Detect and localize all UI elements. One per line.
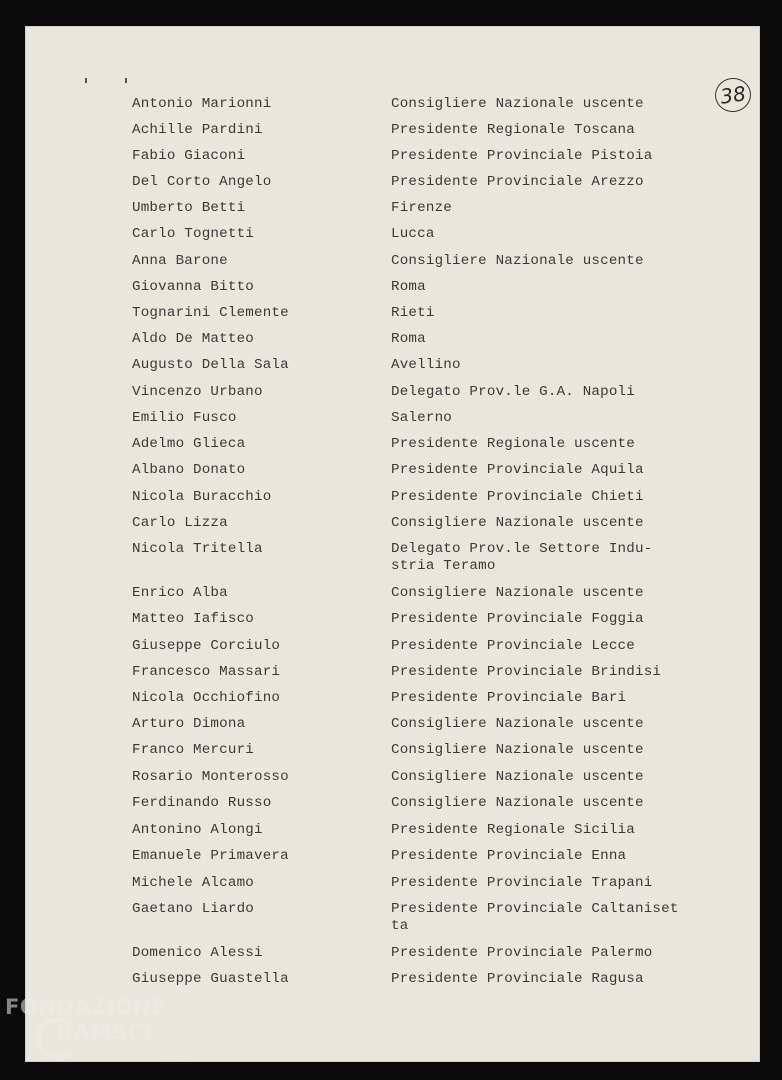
member-role: Presidente Regionale Sicilia — [391, 822, 635, 838]
member-role: Presidente Provinciale Caltaniset ta — [391, 901, 679, 934]
member-role: Presidente Provinciale Pistoia — [391, 148, 653, 164]
member-name: Carlo Lizza — [132, 515, 228, 531]
member-role: Presidente Provinciale Lecce — [391, 638, 635, 654]
member-role: Presidente Provinciale Arezzo — [391, 174, 644, 190]
member-role: Consigliere Nazionale uscente — [391, 716, 644, 732]
member-role: Presidente Provinciale Aquila — [391, 462, 644, 478]
member-role: Presidente Regionale uscente — [391, 436, 635, 452]
member-name: Adelmo Glieca — [132, 436, 246, 452]
member-role: Presidente Provinciale Ragusa — [391, 971, 644, 987]
member-role: Consigliere Nazionale uscente — [391, 769, 644, 785]
watermark-line2: RAMSCI — [57, 1020, 152, 1044]
member-name: Nicola Buracchio — [132, 489, 272, 505]
member-name: Francesco Massari — [132, 664, 281, 680]
member-name: Anna Barone — [132, 253, 228, 269]
member-name: Achille Pardini — [132, 122, 263, 138]
member-name: Nicola Occhiofino — [132, 690, 281, 706]
page-mark — [85, 78, 87, 83]
member-name: Del Corto Angelo — [132, 174, 272, 190]
member-role: Presidente Provinciale Enna — [391, 848, 627, 864]
member-name: Michele Alcamo — [132, 875, 254, 891]
document-page — [25, 26, 760, 1062]
member-role: Consigliere Nazionale uscente — [391, 515, 644, 531]
member-role: Roma — [391, 331, 426, 347]
member-name: Augusto Della Sala — [132, 357, 289, 373]
member-role: Presidente Regionale Toscana — [391, 122, 635, 138]
member-name: Matteo Iafisco — [132, 611, 254, 627]
member-name: Giovanna Bitto — [132, 279, 254, 295]
member-role: Presidente Provinciale Trapani — [391, 875, 653, 891]
member-name: Giuseppe Guastella — [132, 971, 289, 987]
member-role: Consigliere Nazionale uscente — [391, 585, 644, 601]
member-name: Tognarini Clemente — [132, 305, 289, 321]
member-name: Arturo Dimona — [132, 716, 246, 732]
member-role: Lucca — [391, 226, 435, 242]
member-name: Ferdinando Russo — [132, 795, 272, 811]
watermark-suffix: onlus — [163, 1049, 190, 1060]
member-name: Emilio Fusco — [132, 410, 237, 426]
member-name: Carlo Tognetti — [132, 226, 254, 242]
member-role: Firenze — [391, 200, 452, 216]
member-name: Emanuele Primavera — [132, 848, 289, 864]
member-role: Delegato Prov.le Settore Indu- stria Teramo — [391, 541, 653, 574]
member-name: Franco Mercuri — [132, 742, 254, 758]
member-name: Albano Donato — [132, 462, 246, 478]
member-role: Roma — [391, 279, 426, 295]
member-name: Antonio Marionni — [132, 96, 272, 112]
page-mark — [125, 78, 127, 83]
member-name: Umberto Betti — [132, 200, 246, 216]
member-role: Consigliere Nazionale uscente — [391, 253, 644, 269]
member-name: Fabio Giaconi — [132, 148, 246, 164]
member-role: Delegato Prov.le G.A. Napoli — [391, 384, 635, 400]
member-role: Consigliere Nazionale uscente — [391, 96, 644, 112]
member-role: Avellino — [391, 357, 461, 373]
page-number: 38 — [713, 76, 753, 115]
member-name: Vincenzo Urbano — [132, 384, 263, 400]
member-name: Aldo De Matteo — [132, 331, 254, 347]
member-name: Rosario Monterosso — [132, 769, 289, 785]
fondazione-gramsci-watermark — [5, 995, 195, 1075]
member-role: Presidente Provinciale Brindisi — [391, 664, 662, 680]
member-role: Presidente Provinciale Bari — [391, 690, 627, 706]
member-name: Antonino Alongi — [132, 822, 263, 838]
member-role: Presidente Provinciale Palermo — [391, 945, 653, 961]
member-name: Gaetano Liardo — [132, 901, 254, 917]
watermark-line1: FONDAZIONE — [5, 995, 167, 1019]
member-role: Consigliere Nazionale uscente — [391, 742, 644, 758]
member-name: Domenico Alessi — [132, 945, 263, 961]
member-role: Consigliere Nazionale uscente — [391, 795, 644, 811]
member-name: Nicola Tritella — [132, 541, 263, 557]
member-role: Rieti — [391, 305, 435, 321]
member-role: Salerno — [391, 410, 452, 426]
member-name: Enrico Alba — [132, 585, 228, 601]
member-name: Giuseppe Corciulo — [132, 638, 281, 654]
member-role: Presidente Provinciale Foggia — [391, 611, 644, 627]
member-role: Presidente Provinciale Chieti — [391, 489, 644, 505]
